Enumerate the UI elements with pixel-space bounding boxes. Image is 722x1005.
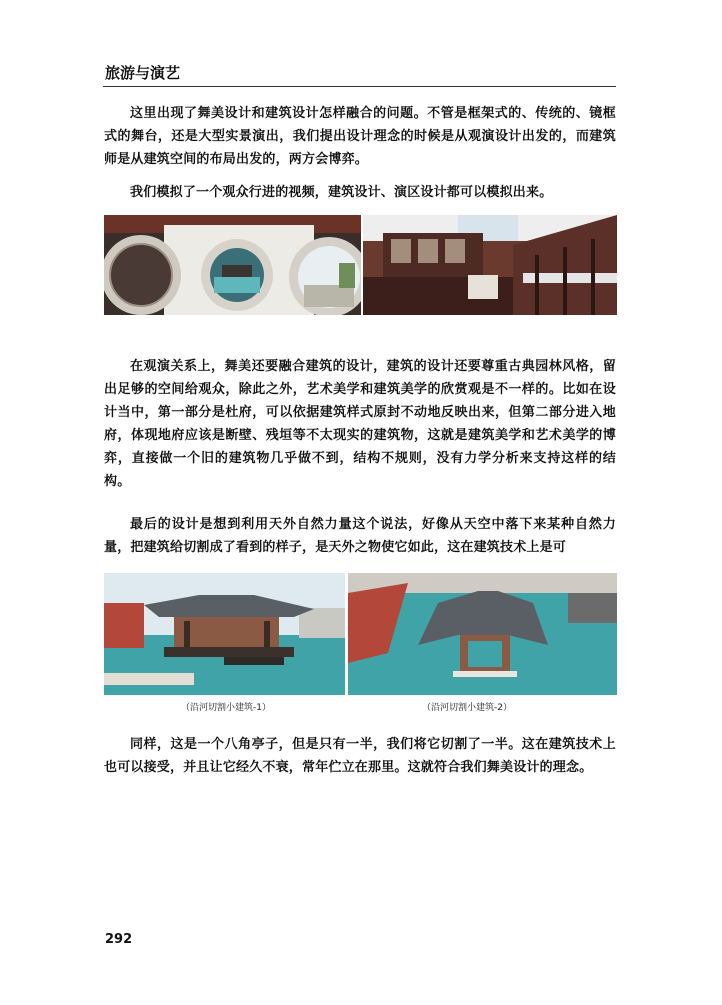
paragraph-1: 这里出现了舞美设计和建筑设计怎样融合的问题。不管是框架式的、传统的、镜框式的舞台，还是大型实景演出，我们提出设计理念的时候是从观演设计出发的，而建筑师是从建筑空间的布局出发的，两方会博弈。	[104, 106, 616, 167]
figure-caption-1: （沿河切割小建筑-1）	[181, 703, 271, 713]
cut-pavilion-render-2	[348, 573, 617, 695]
paragraph-5: 同样，这是一个八角亭子，但是只有一半，我们将它切割了一半。这在建筑技术上也可以接受，并且让它经久不衰，常年伫立在那里。这就符合我们舞美设计的理念。	[104, 737, 616, 775]
paragraph-2: 我们模拟了一个观众行进的视频，建筑设计、演区设计都可以模拟出来。	[130, 185, 553, 200]
moon-gate-render	[104, 215, 361, 315]
figure-caption-2: （沿河切割小建筑-2）	[422, 703, 512, 713]
paragraph-3: 在观演关系上，舞美还要融合建筑的设计，建筑的设计还要尊重古典园林风格，留出足够的空间给观众，除此之外，艺术美学和建筑美学的欣赏观是不一样的。比如在设计当中，第一部分是杜府，可以依据建筑样式原封不动地反映出来，但第二部分进入地府，体现地府应该是断壁、残垣等不太现实的建筑物，这就是建筑美学和艺术美学的博弈，直接做一个旧的建筑物几乎做不到，结构不规则，没有力学分析来支持这样的结构。	[104, 359, 616, 489]
page-number: 292	[105, 932, 133, 947]
running-header: 旅游与演艺	[105, 64, 181, 82]
paragraph-4: 最后的设计是想到利用天外自然力量这个说法，好像从天空中落下来某种自然力量，把建筑给切割成了看到的样子，是天外之物使它如此，这在建筑技术上是可	[104, 517, 616, 555]
header-divider	[103, 86, 616, 87]
cut-pavilion-render-1	[104, 573, 345, 695]
corridor-render	[363, 215, 617, 315]
